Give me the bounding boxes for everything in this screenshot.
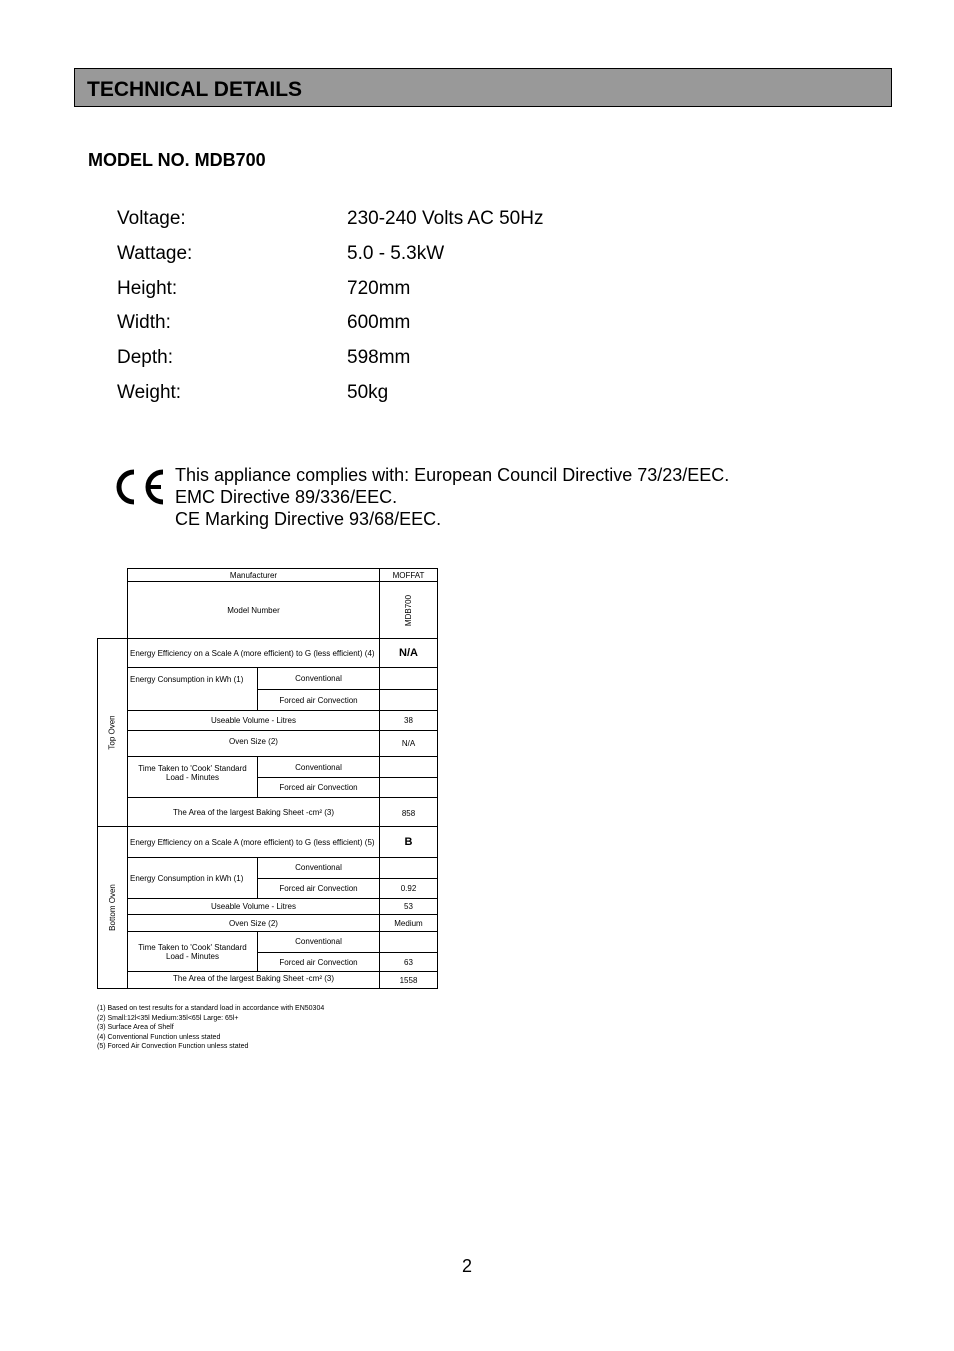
model-number-value-cell: [379, 581, 438, 639]
spec-label: Width:: [117, 312, 171, 333]
top-consumption-forced-value: [379, 689, 438, 711]
compliance-line: CE Marking Directive 93/68/EEC.: [175, 509, 442, 529]
top-size-label: Oven Size (2): [127, 730, 380, 757]
top-time-forced-label: Forced air Convection: [257, 777, 380, 798]
bottom-oven-section: [97, 826, 128, 989]
section-title: TECHNICAL DETAILS: [87, 78, 303, 101]
spec-value: 5.0 - 5.3kW: [347, 243, 445, 264]
section-header-bar: [74, 68, 892, 107]
top-time-conventional-label: Conventional: [257, 756, 380, 778]
spec-label: Depth:: [117, 347, 173, 368]
spec-label: Voltage:: [117, 208, 186, 229]
footnote: (2) Small:12l<35l Medium:35l<65l Large: 65l+: [97, 1014, 239, 1022]
top-consumption-conventional-label: Conventional: [257, 667, 380, 690]
top-area-label: The Area of the largest Baking Sheet -cm² (3): [127, 797, 380, 827]
top-time-label: Time Taken to 'Cook' Standard Load - Minutes: [127, 756, 258, 798]
model-number-label: Model Number: [127, 581, 380, 639]
bottom-time-conventional-label: Conventional: [257, 931, 380, 953]
bottom-size-label: Oven Size (2): [127, 914, 380, 932]
spec-value: 720mm: [347, 278, 411, 299]
bottom-oven-label: Bottom Oven: [108, 884, 117, 931]
model-number-value: MDB700: [404, 594, 413, 626]
footnote: (3) Surface Area of Shelf: [97, 1024, 174, 1031]
compliance-line: This appliance complies with: European Council Directive 73/23/EEC.: [175, 465, 730, 485]
bottom-consumption-label: Energy Consumption in kWh (1): [127, 857, 258, 899]
bottom-area-value: 1558: [379, 971, 438, 989]
bottom-consumption-forced-value: 0.92: [379, 878, 438, 899]
footnote: (5) Forced Air Convection Function unless stated: [97, 1043, 249, 1050]
spec-label: Weight:: [117, 382, 182, 403]
bottom-efficiency-value: B: [379, 826, 438, 858]
top-consumption-forced-label: Forced air Convection: [257, 689, 380, 711]
top-time-conventional-value: [379, 756, 438, 778]
spec-value: 600mm: [347, 312, 411, 333]
top-time-forced-value: [379, 777, 438, 798]
manufacturer-value: MOFFAT: [379, 568, 438, 582]
spec-label: Wattage:: [117, 243, 193, 264]
top-consumption-label: Energy Consumption in kWh (1): [127, 667, 258, 711]
top-consumption-conventional-value: [379, 667, 438, 690]
top-efficiency-label: Energy Efficiency on a Scale A (more efficient) to G (less efficient) (4): [127, 638, 380, 668]
bottom-volume-value: 53: [379, 898, 438, 915]
bottom-area-label: The Area of the largest Baking Sheet -cm² (3): [127, 971, 380, 989]
model-number-heading: MODEL NO. MDB700: [88, 150, 266, 170]
footnote: (4) Conventional Function unless stated: [97, 1033, 221, 1041]
spec-value: 230-240 Volts AC 50Hz: [347, 208, 544, 229]
top-oven-label: Top Oven: [108, 715, 117, 750]
spec-label: Height:: [117, 278, 178, 299]
footnotes: [97, 1004, 324, 1052]
top-area-value: 858: [379, 797, 438, 827]
bottom-consumption-conventional-value: [379, 857, 438, 879]
top-volume-value: 38: [379, 710, 438, 731]
spec-value: 50kg: [347, 382, 389, 403]
bottom-volume-label: Useable Volume - Litres: [127, 898, 380, 915]
ce-mark-icon: [112, 466, 168, 508]
top-efficiency-value: N/A: [379, 638, 438, 668]
top-volume-label: Useable Volume - Litres: [127, 710, 380, 731]
bottom-time-label: Time Taken to 'Cook' Standard Load - Minutes: [127, 931, 258, 972]
bottom-efficiency-label: Energy Efficiency on a Scale A (more efficient) to G (less efficient) (5): [127, 826, 380, 858]
spec-value: 598mm: [347, 347, 411, 368]
top-oven-section: [97, 638, 128, 827]
compliance-statement: [175, 464, 729, 530]
bottom-consumption-conventional-label: Conventional: [257, 857, 380, 879]
top-size-value: N/A: [379, 730, 438, 757]
bottom-time-forced-label: Forced air Convection: [257, 952, 380, 972]
manufacturer-label: Manufacturer: [127, 568, 380, 582]
compliance-line: EMC Directive 89/336/EEC.: [175, 487, 398, 507]
bottom-time-forced-value: 63: [379, 952, 438, 972]
bottom-time-conventional-value: [379, 931, 438, 953]
bottom-consumption-forced-label: Forced air Convection: [257, 878, 380, 899]
footnote: (1) Based on test results for a standard load in accordance with EN50304: [97, 1005, 325, 1012]
page-number: 2: [462, 1256, 473, 1276]
bottom-size-value: Medium: [379, 914, 438, 932]
